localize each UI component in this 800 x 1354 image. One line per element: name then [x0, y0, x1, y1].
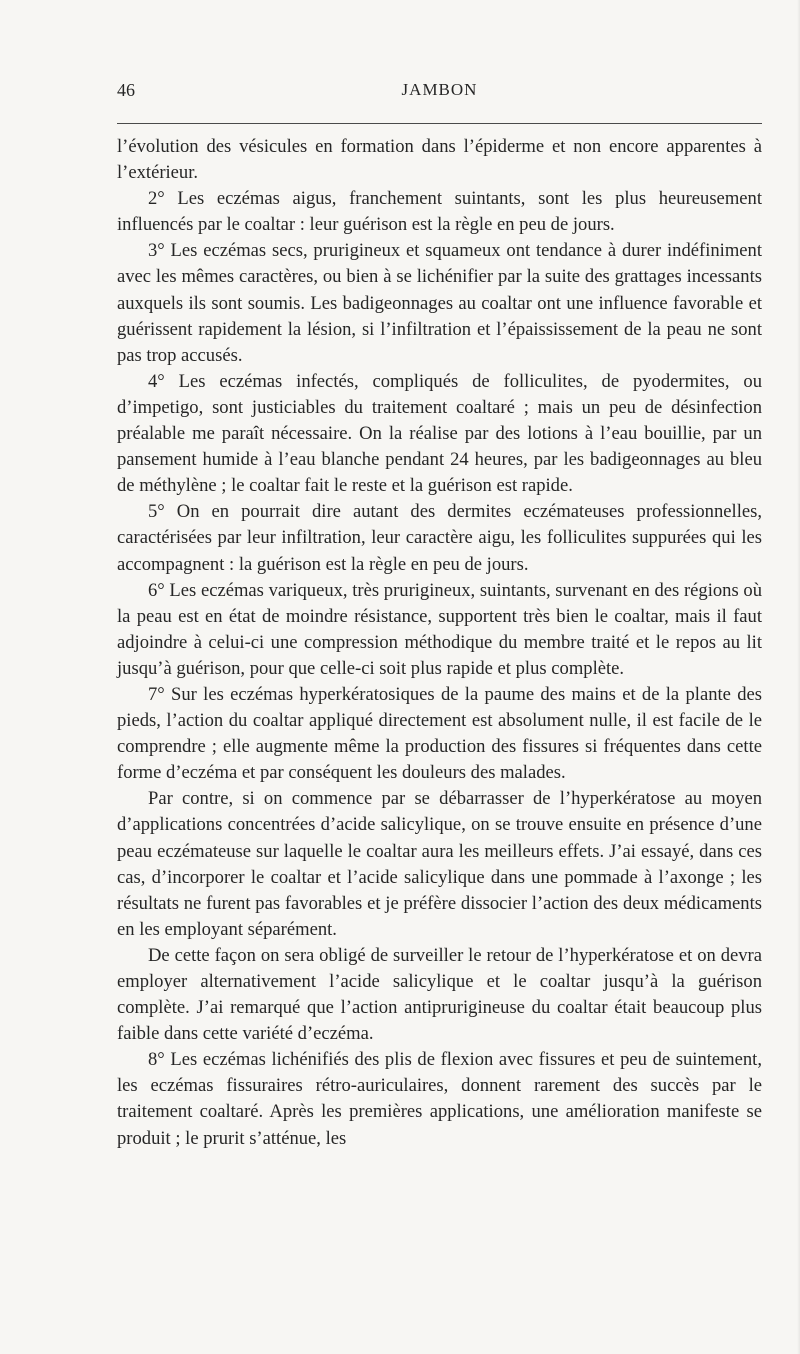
- paragraph-item-3: 3° Les eczémas secs, prurigineux et squameux ont tendance à durer indéfiniment avec les mêmes caractères, ou bien à se lichénifier par la suite des grattages incessants auxquels ils sont soumis. Les badigeonnages au coaltar ont une influence favorable et guérissent rapidement la lésion, si l’infiltration et l’épaississement de la peau ne sont pas trop accusés.: [117, 240, 762, 366]
- paragraph-item-8: 8° Les eczémas lichénifiés des plis de flexion avec fissures et peu de suintement, les eczémas fissuraires rétro-auriculaires, donnent rarement des succès par le traitement coaltaré. Après les premières applications, une amélioration manifeste se produit ; le prurit s’atténue, les: [117, 1049, 762, 1149]
- paragraph-item-6: 6° Les eczémas variqueux, très prurigineux, suintants, survenant en des régions où la peau est en état de moindre résistance, supportent très bien le coaltar, mais il faut adjoindre à celui-ci une compression méthodique du membre traité et le repos au lit jusqu’à guérison, pour que celle-ci soit plus rapide et plus complète.: [117, 579, 762, 679]
- paragraph-item-4: 4° Les eczémas infectés, compliqués de folliculites, de pyodermites, ou d’impetigo, sont justiciables du traitement coaltaré ; mais un peu de désinfection préalable me paraît nécessaire. On la réalise par des lotions à l’eau bouillie, par un pansement humide à l’eau blanche pendant 24 heures, par les badigeonnages au bleu de méthylène ; le coaltar fait le reste et la guérison est rapide.: [117, 370, 762, 497]
- paragraph-de-cette-facon: De cette façon on sera obligé de surveiller le retour de l’hyperkératose et on devra employer alternativement l’acide salicylique et le coaltar jusqu’à la guérison complète. J’ai remarqué que l’action antiprurigineuse du coaltar était beaucoup plus faible dans cette variété d’eczéma.: [117, 944, 762, 1045]
- running-title: JAMBON: [401, 80, 478, 99]
- paragraph-item-5: 5° On en pourrait dire autant des dermites eczémateuses professionnelles, caractérisées par leur infiltration, leur caractère aigu, les folliculites suppurées qui les accompagnent : la guérison est la règle en peu de jours.: [117, 501, 762, 575]
- paragraph-continuation: l’évolution des vésicules en formation dans l’épiderme et non encore apparentes à l’extérieur.: [117, 136, 762, 184]
- paragraph-item-2: 2° Les eczémas aigus, franchement suintants, sont les plus heureusement influencés par le coaltar : leur guérison est la règle en peu de jours.: [117, 188, 762, 236]
- body-text: [117, 134, 762, 1152]
- page-header: [117, 80, 762, 110]
- paragraph-par-contre: Par contre, si on commence par se débarrasser de l’hyperkératose au moyen d’applications concentrées d’acide salicylique, on se trouve ensuite en présence d’une peau eczémateuse sur laquelle le coaltar aura les meilleurs effets. J’ai essayé, dans ces cas, d’incorporer le coaltar et l’acide salicylique dans une pommade à l’axonge ; les résultats ne furent pas favorables et je préfère dissocier l’action des deux médicaments en les employant séparément.: [117, 788, 762, 940]
- header-rule: [117, 123, 762, 124]
- page-number: 46: [117, 80, 135, 100]
- paragraph-item-7: 7° Sur les eczémas hyperkératosiques de la paume des mains et de la plante des pieds, l’action du coaltar appliqué directement est absolument nulle, il est facile de le comprendre ; elle augmente même la production des fissures si fréquentes dans cette forme d’eczéma et par conséquent les douleurs des malades.: [117, 683, 762, 784]
